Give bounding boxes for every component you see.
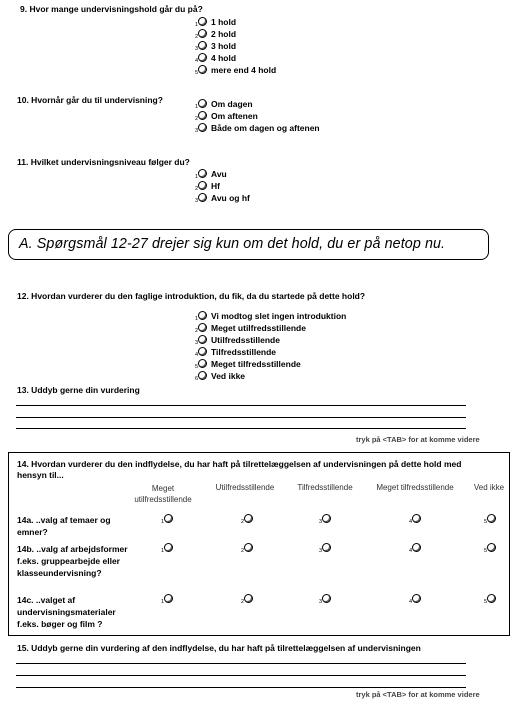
row-14c-option-1[interactable]: 1 xyxy=(159,594,177,605)
radio-icon[interactable] xyxy=(412,514,421,523)
radio-icon[interactable] xyxy=(198,111,207,120)
q9-option-1[interactable]: 1 1 hold xyxy=(194,17,237,28)
q10-options xyxy=(193,98,320,134)
answer-line[interactable] xyxy=(16,417,466,418)
question-12: 12. Hvordan vurderer du den faglige introduktion, du fik, da du startede på dette hold? xyxy=(17,291,366,301)
row-14b-option-1[interactable]: 1 xyxy=(159,543,177,554)
column-header: Tilfredsstillende xyxy=(297,483,353,492)
question-14-line1: 14. Hvordan vurderer du den indflydelse, du har haft på tilrettelæggelsen af undervisningen på dette hold med xyxy=(17,459,462,469)
section-banner: A. Spørgsmål 12-27 drejer sig kun om det hold, du er på netop nu. xyxy=(8,229,489,260)
row-14c-label: 14c. ..valget af undervisningsmaterialer f.eks. bøger og film ? xyxy=(17,595,116,629)
tab-hint: tryk på <TAB> for at komme videre xyxy=(356,690,480,699)
q12-option-6[interactable]: 6 Ved ikke xyxy=(194,371,246,382)
row-14b-option-4[interactable]: 4 xyxy=(407,543,425,554)
row-14a-option-1[interactable]: 1 xyxy=(159,514,177,525)
radio-icon[interactable] xyxy=(198,29,207,38)
row-14a-option-2[interactable]: 2 xyxy=(239,514,257,525)
q12-options xyxy=(193,310,346,382)
radio-icon[interactable] xyxy=(198,347,207,356)
radio-icon[interactable] xyxy=(164,514,173,523)
radio-icon[interactable] xyxy=(412,594,421,603)
answer-line[interactable] xyxy=(16,675,466,676)
q12-option-5[interactable]: 5 Meget tilfredsstillende xyxy=(194,359,301,370)
q12-option-4[interactable]: 4 Tilfredsstillende xyxy=(194,347,277,358)
q11-option-2[interactable]: 2 Hf xyxy=(194,181,220,192)
answer-line[interactable] xyxy=(16,428,466,429)
tab-hint: tryk på <TAB> for at komme videre xyxy=(356,435,480,444)
radio-icon[interactable] xyxy=(322,594,331,603)
radio-icon[interactable] xyxy=(198,17,207,26)
column-header: Meget utilfredsstillende xyxy=(134,484,192,504)
row-14a-option-5[interactable]: 5 xyxy=(482,514,500,525)
radio-icon[interactable] xyxy=(198,41,207,50)
q11-option-1[interactable]: 1 Avu xyxy=(194,169,227,180)
row-14b-option-3[interactable]: 3 xyxy=(317,543,335,554)
radio-icon[interactable] xyxy=(164,543,173,552)
question-9: 9. Hvor mange undervisningshold går du på? xyxy=(20,4,203,14)
q10-option-3[interactable]: 3 Både om dagen og aftenen xyxy=(194,123,320,134)
row-14b-option-5[interactable]: 5 xyxy=(482,543,500,554)
column-header: Meget tilfredsstillende xyxy=(376,483,454,492)
radio-icon[interactable] xyxy=(198,169,207,178)
q11-option-3[interactable]: 3 Avu og hf xyxy=(194,193,250,204)
row-14c-option-4[interactable]: 4 xyxy=(407,594,425,605)
q9-option-3[interactable]: 3 3 hold xyxy=(194,41,237,52)
radio-icon[interactable] xyxy=(198,371,207,380)
q10-option-2[interactable]: 2 Om aftenen xyxy=(194,111,258,122)
radio-icon[interactable] xyxy=(487,543,496,552)
q10-option-1[interactable]: 1 Om dagen xyxy=(194,99,253,110)
question-15: 15. Uddyb gerne din vurdering af den indflydelse, du har haft på tilrettelæggelsen af undervisningen xyxy=(17,643,421,653)
row-14a-label: 14a. ..valg af temaer og emner? xyxy=(17,515,111,537)
answer-line[interactable] xyxy=(16,687,466,688)
row-14b-label: 14b. ..valg af arbejdsformer f.eks. gruppearbejde eller klasseundervisning? xyxy=(17,544,128,578)
radio-icon[interactable] xyxy=(322,543,331,552)
radio-icon[interactable] xyxy=(198,123,207,132)
radio-icon[interactable] xyxy=(198,323,207,332)
q12-option-1[interactable]: 1 Vi modtog slet ingen introduktion xyxy=(194,311,347,322)
question-14-line2: hensyn til... xyxy=(17,470,64,480)
radio-icon[interactable] xyxy=(244,594,253,603)
radio-icon[interactable] xyxy=(322,514,331,523)
radio-icon[interactable] xyxy=(164,594,173,603)
q9-option-5[interactable]: 5 mere end 4 hold xyxy=(194,65,277,76)
radio-icon[interactable] xyxy=(487,514,496,523)
radio-icon[interactable] xyxy=(198,181,207,190)
radio-icon[interactable] xyxy=(198,311,207,320)
answer-line[interactable] xyxy=(16,405,466,406)
radio-icon[interactable] xyxy=(198,193,207,202)
radio-icon[interactable] xyxy=(198,99,207,108)
question-11: 11. Hvilket undervisningsniveau følger du? xyxy=(17,157,190,167)
row-14b-option-2[interactable]: 2 xyxy=(239,543,257,554)
radio-icon[interactable] xyxy=(198,335,207,344)
radio-icon[interactable] xyxy=(198,53,207,62)
row-14c-option-2[interactable]: 2 xyxy=(239,594,257,605)
q12-option-3[interactable]: 3 Utilfredsstillende xyxy=(194,335,280,346)
q9-options xyxy=(193,16,276,76)
radio-icon[interactable] xyxy=(198,65,207,74)
column-header: Ved ikke xyxy=(473,483,505,492)
q12-option-2[interactable]: 2 Meget utilfredsstillende xyxy=(194,323,306,334)
radio-icon[interactable] xyxy=(487,594,496,603)
row-14c-option-3[interactable]: 3 xyxy=(317,594,335,605)
question-10: 10. Hvornår går du til undervisning? xyxy=(17,95,163,105)
row-14a-option-4[interactable]: 4 xyxy=(407,514,425,525)
radio-icon[interactable] xyxy=(412,543,421,552)
row-14a-option-3[interactable]: 3 xyxy=(317,514,335,525)
answer-line[interactable] xyxy=(16,663,466,664)
column-header: Utilfredsstillende xyxy=(215,483,275,492)
radio-icon[interactable] xyxy=(198,359,207,368)
q9-option-4[interactable]: 4 4 hold xyxy=(194,53,237,64)
row-14c-option-5[interactable]: 5 xyxy=(482,594,500,605)
q11-options xyxy=(193,168,250,204)
question-13: 13. Uddyb gerne din vurdering xyxy=(17,385,140,395)
radio-icon[interactable] xyxy=(244,543,253,552)
radio-icon[interactable] xyxy=(244,514,253,523)
q9-option-2[interactable]: 2 2 hold xyxy=(194,29,237,40)
